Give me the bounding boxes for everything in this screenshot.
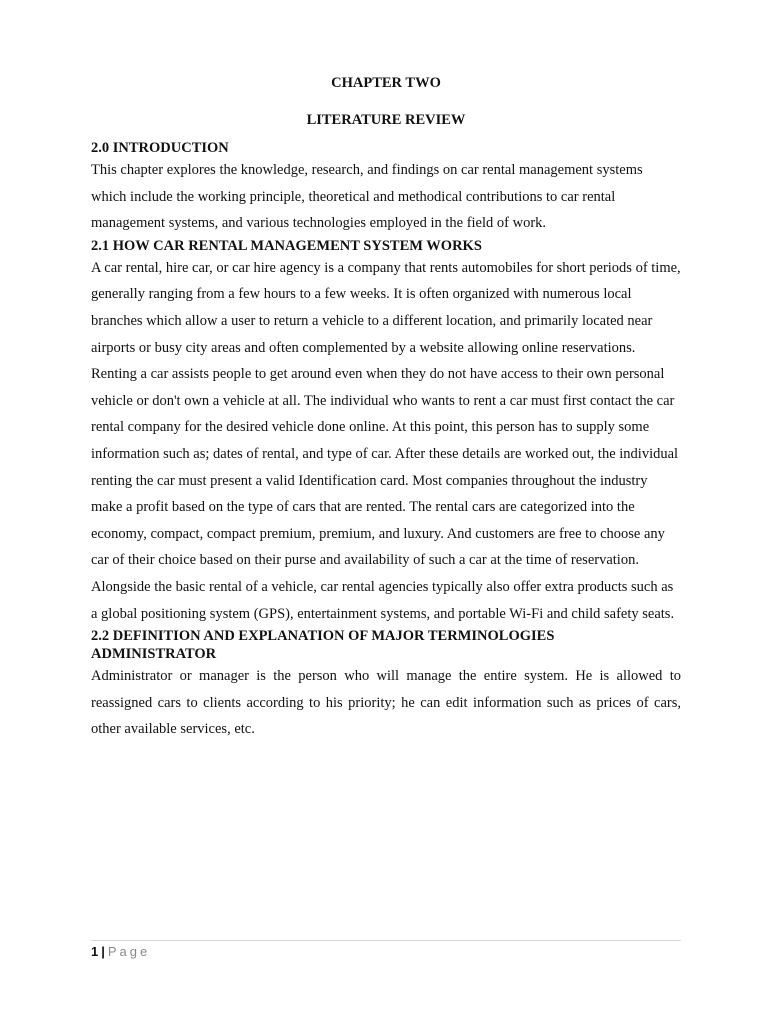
chapter-title: CHAPTER TWO <box>331 75 441 91</box>
section-2-2-heading: 2.2 DEFINITION AND EXPLANATION OF MAJOR TERMINOLOGIES <box>91 628 555 645</box>
page-footer <box>91 943 150 961</box>
footer-separator: | <box>101 944 105 959</box>
page-label: Page <box>107 944 151 959</box>
section-2-1-heading: 2.1 HOW CAR RENTAL MANAGEMENT SYSTEM WORKS <box>91 237 482 254</box>
administrator-paragraph: Administrator or manager is the person who will manage the entire system. He is allowed to reassigned cars to clients according to his priority; he can edit information such as prices of cars, other available services, etc. <box>91 668 681 738</box>
page-number: 1 <box>91 944 99 959</box>
footer-divider <box>91 940 681 941</box>
intro-heading: 2.0 INTRODUCTION <box>91 140 229 156</box>
section-2-1-paragraph-3: Alongside the basic rental of a vehicle, car rental agencies typically also offer extra products such as a global positioning system (GPS), entertainment systems, and portable Wi-Fi and child safety seats. <box>91 578 675 622</box>
section-2-1-paragraph-1: A car rental, hire car, or car hire agency is a company that rents automobiles for short periods of time, generally ranging from a few hours to a few weeks. It is often organized with numerous local branches which allow a user to return a vehicle to a different location, and primarily located near airports or busy city areas and often complemented by a website allowing online reservations. <box>91 259 681 356</box>
intro-paragraph: This chapter explores the knowledge, research, and findings on car rental management systems which include the working principle, theoretical and methodical contributions to car rental management systems, and various technologies employed in the field of work. <box>91 162 643 232</box>
chapter-subtitle: LITERATURE REVIEW <box>306 112 466 128</box>
page-content <box>91 74 681 743</box>
section-2-1-paragraph-2: Renting a car assists people to get around even when they do not have access to their own personal vehicle or don't own a vehicle at all. The individual who wants to rent a car must first contact the car rental company for the desired vehicle done online. At this point, this person has to supply some information such as; dates of rental, and type of car. After these details are worked out, the individual renting the car must present a valid Identification card. Most companies throughout the industry make a profit based on the type of cars that are rented. The rental cars are categorized into the economy, compact, compact premium, premium, and luxury. And customers are free to choose any car of their choice based on their purse and availability of such a car at the time of reservation. <box>91 366 679 569</box>
administrator-heading: ADMINISTRATOR <box>91 646 217 663</box>
